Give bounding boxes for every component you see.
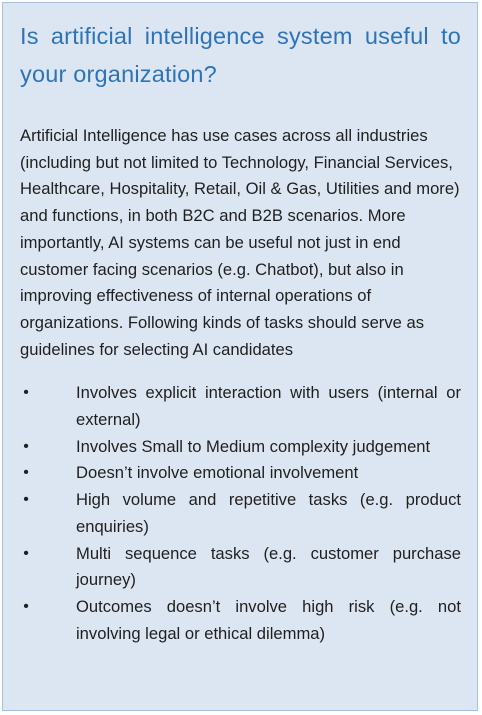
list-item-text: Involves explicit interaction with users (internal or external) xyxy=(76,383,461,430)
list-item xyxy=(20,434,461,461)
list-item xyxy=(20,594,461,647)
bullet-icon: • xyxy=(23,437,29,455)
list-item-text: High volume and repetitive tasks (e.g. product enquiries) xyxy=(76,490,461,536)
list-item-text: Outcomes doesn’t involve high risk (e.g. not involving legal or ethical dilemma) xyxy=(76,596,461,643)
list-item-text: Involves Small to Medium complexity judgement xyxy=(76,436,431,456)
bullet-icon: • xyxy=(23,491,29,509)
list-item-text: Multi sequence tasks (e.g. customer purchase journey) xyxy=(76,543,461,590)
list-item xyxy=(20,541,461,594)
list-item-text: Doesn’t involve emotional involvement xyxy=(76,463,359,483)
bullet-icon: • xyxy=(23,464,29,482)
bullet-icon: • xyxy=(23,544,29,562)
bullet-icon: • xyxy=(23,384,29,402)
callout-intro-paragraph: Artificial Intelligence has use cases across all industries (including but not limited to Technology, Financial Services, Healthcare, Hospitality, Retail, Oil & Gas, Utilities and more) and functions, in both B2C and B2B scenarios. More importantly, AI systems can be useful not just in end customer facing scenarios (e.g. Chatbot), but also in improving effectiveness of internal operations of organizations. Following kinds of tasks should serve as guidelines for selecting AI candidates xyxy=(20,126,460,359)
list-item xyxy=(20,380,461,433)
callout-box xyxy=(2,2,478,711)
list-item xyxy=(20,460,461,487)
callout-title: Is artificial intelligence system useful to your organization? xyxy=(20,23,461,87)
bullet-icon: • xyxy=(23,597,29,615)
list-item xyxy=(20,487,461,540)
task-guidelines-list xyxy=(20,380,461,647)
